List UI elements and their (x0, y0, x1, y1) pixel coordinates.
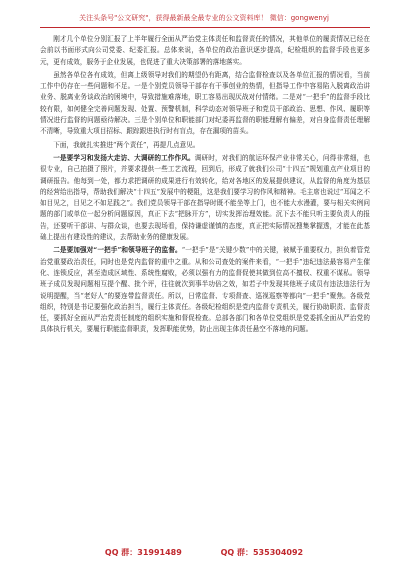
footer-qq-group-1: QQ 群：31991489 (104, 548, 182, 557)
document-body (40, 34, 370, 338)
header-divider (40, 27, 370, 28)
point-one-heading: 一是要学习和发扬大走访、大调研的工作作风。 (53, 153, 195, 162)
page-header-banner (0, 14, 408, 23)
footer-qq-group-2: QQ 群：535304092 (220, 548, 304, 557)
paragraph-intro: 刚才几个单位分别汇报了上半年履行全面从严治党主体责任和监督责任的情况，其他单位的履责情况已经在会前以书面形式向公司党委、纪委汇报。总体来说，各单位的政治意识逐步提高，纪检组织的监督手段也更多元，更有成效，服务于企业发展，也促进了重大决策部署的落地落实。 (40, 35, 370, 66)
paragraph-problems: 虽然各单位各有成效，但离上级领导对我们的期望仍有距离，结合监督检查以及各单位汇报的情况看，当前工作中仍存在一些问题和不足。一是个别党员领导干部存有干事创业的热情，但指导工作中容易陷入脱离政治讲业务、脱离业务谈政治的困境中，导致措施难落地，职工容易出现厌战对付情绪。二是对“一把手”的监督手段比较有限，如何健全完善问题发现、处置、预警机制，科学动态对领导班子和党员干部政治、思想、作风、履职等情况进行监督的问题亟待解决。三是个别单位和职能部门对纪委再监督的职能理解有偏差，对自身监督责任理解不清晰，导致重大项目招标、跟踪跟进执行时有盲点，存在漏项的苗头。 (40, 70, 370, 136)
header-text: 关注头条号"公文研究"，获得最新最全最专业的公文资料库！ 微信：gongwenyj (79, 14, 329, 22)
page-footer (0, 547, 408, 558)
point-one-body: 调研时，对我们的航运环保产业非常关心，问得非常细，也很专业，自己拍摄了照片，并要求提供一些工艺流程，回到后，形成了就我们公司“十四五”规划重点产业项目的调研报告。他每到一处，都力求把调研的成果进行有效转化，给对各地区的发展提供建议，从监督的角度为基层的经营给出指导，帮助我们解决“十四五”发展中的梗阻，这是我们要学习的作风和精神。毛主席也说过“耳闻之不如目见之，目见之不如足践之”。我们党员领导干部在指导时既不能坐等上门，也不能大水漫灌，要与相关实例问题的部门或单位一起分析问题原因，真正下去“把脉开方”，切实发挥治理效能。沉下去不能只听主要负责人的报告，还要听干部讲、与群众谈，也要去现场看，保持谦虚谨慎的态度，真正把实际情况搜集掌握透，才能在此基础上提出有建设性的建议，去帮助业务的健康发展。 (40, 153, 370, 242)
paragraph-point-two (40, 245, 370, 335)
point-two-body: “一把手”是“关键少数”中的关键，被赋予重要权力，担负着管党治党重要政治责任，同时也是党内监督的重中之重。从和公司查处的案件来看，“一把手”违纪违法最容易产生催化、连锁反应，甚至造成区域性、系统性腐败，必须以强有力的监督促使其做到位高不擅权、权重不谋私。领导班子成员发现问题相互提个醒、批个评，往往就次到事半功倍之效，如若子中发现其他班子成员有违法违法行为说明提醒，当“老好人”的要连带监督责任。所以，日常监督、专项督查、巡视巡察等都向“一把手”聚焦。各级党组织，特别是书记要强化政治担当，履行主体责任。各级纪检组织是党内监督专责机关，履行协助职责、监督责任，要抓好全面从严治党责任制度的组织实施和督促检查。总部各部门和各单位党组织是党委抓全面从严治党的具体执行机关，要履行职能监督职责，发挥职能优势，防止出现主体责任悬空不落地的问题。 (40, 246, 370, 334)
paragraph-point-one (40, 153, 370, 243)
paragraph-transition: 下面，我就扎实推进“两个责任”，再提几点意见。 (53, 140, 200, 149)
point-two-heading: 二是要加强对“一把手”和领导班子的监督。 (53, 246, 182, 255)
